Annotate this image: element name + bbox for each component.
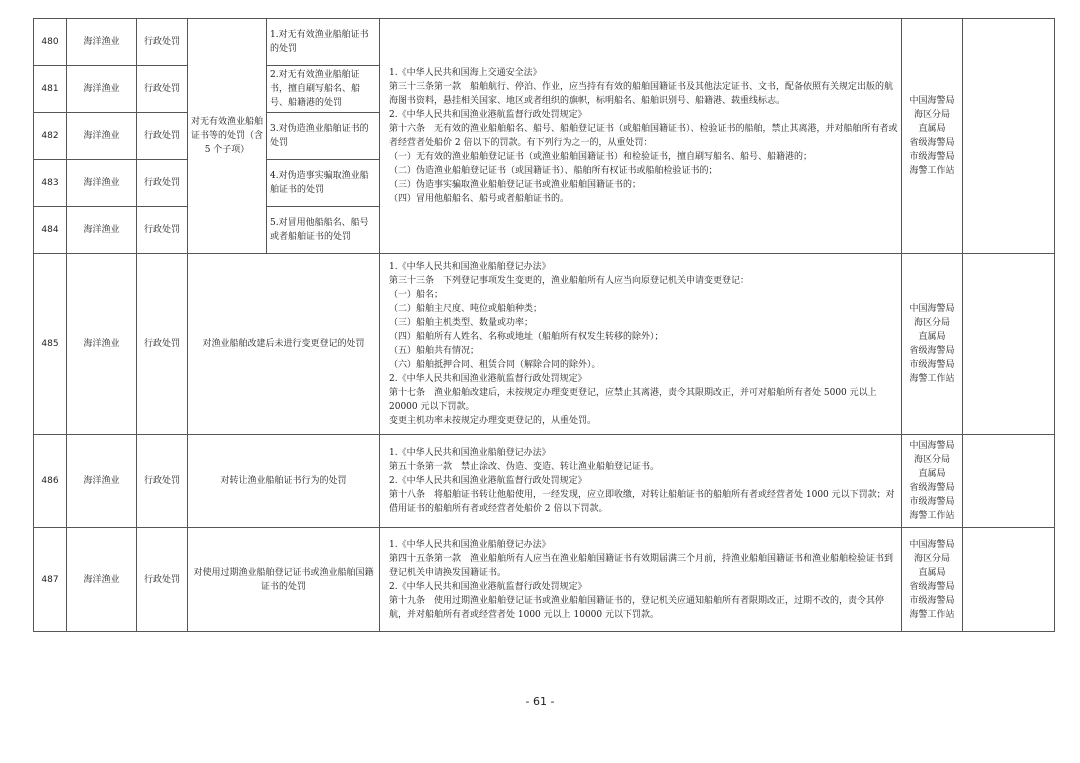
org-line: 中国海警局: [909, 96, 955, 106]
basis-line: 第十七条 渔业船舶改建后，未按规定办理变更登记，应禁止其离港，责令其限期改正，并可对船舶所有者处 5000 元以上 20000 元以下罚款。: [389, 388, 877, 412]
enforcement-org-cell: [902, 19, 963, 254]
basis-line: （二）船舶主尺度、吨位或船舶种类；: [389, 304, 543, 314]
enforcement-org-cell: [902, 435, 963, 528]
org-line: 海区分局: [913, 110, 950, 120]
org-line: 海区分局: [913, 455, 950, 465]
penalty-type-cell: 行政处罚: [137, 66, 188, 113]
basis-line: （四）冒用他船船名、船号或者船舶证书的。: [389, 194, 570, 204]
basis-line: 2.《中华人民共和国渔业港航监督行政处罚规定》: [389, 581, 587, 592]
sub-item-cell: 3.对伪造渔业船舶证书的处罚: [267, 113, 380, 160]
basis-line: （六）船舶抵押合同、租赁合同（解除合同的除外）。: [389, 360, 601, 370]
row-number: 483: [34, 160, 67, 207]
org-line: 海警工作站: [909, 374, 955, 384]
table-row: [34, 528, 1055, 632]
basis-line: 1.《中华人民共和国海上交通安全法》: [389, 68, 542, 78]
sub-item-cell: 2.对无有效渔业船舶证书，擅自刷写船名、船号、船籍港的处罚: [267, 66, 380, 113]
page-number: - 61 -: [525, 695, 555, 708]
basis-line: 2.《中华人民共和国渔业港航监督行政处罚规定》: [389, 110, 587, 120]
org-line: 海区分局: [913, 318, 950, 328]
org-line: 市级海警局: [909, 497, 955, 507]
row-number: 481: [34, 66, 67, 113]
basis-line: 第四十五条第一款 渔业船舶所有人应当在渔业船舶国籍证书有效期届满三个月前，持渔业船舶国籍证书和渔业船舶检验证书到登记机关申请换发国籍证书。: [389, 553, 894, 578]
penalty-type-cell: 行政处罚: [137, 19, 188, 66]
basis-line: 1.《中华人民共和国渔业船舶登记办法》: [389, 262, 551, 272]
org-line: 市级海警局: [909, 152, 955, 162]
field-cell: 海洋渔业: [67, 435, 137, 528]
penalty-type-cell: 行政处罚: [137, 113, 188, 160]
basis-line: （五）船舶共有情况；: [389, 346, 480, 356]
legal-basis-cell: [380, 435, 902, 528]
item-name-cell: 对渔业船舶改建后未进行变更登记的处罚: [188, 254, 380, 435]
basis-line: （二）伪造渔业船舶登记证书（或国籍证书）、船舶所有权证书或船舶检验证书的；: [389, 166, 718, 176]
blank-cell: [963, 528, 1055, 632]
row-number: 482: [34, 113, 67, 160]
org-line: 海警工作站: [909, 511, 955, 521]
item-name-cell: 对转让渔业船舶证书行为的处罚: [188, 435, 380, 528]
org-line: 直属局: [918, 332, 946, 342]
row-number: 486: [34, 435, 67, 528]
legal-basis-cell: [380, 528, 902, 632]
org-line: 省级海警局: [909, 138, 955, 148]
sub-item-cell: 1.对无有效渔业船舶证书的处罚: [267, 19, 380, 66]
basis-line: （一）无有效的渔业船舶登记证书（或渔业船舶国籍证书）和检验证书，擅自刷写船名、船号、船籍港的；: [389, 152, 813, 162]
basis-line: （一）船名；: [389, 290, 444, 300]
basis-line: 第十八条 将船舶证书转让他船使用，一经发现，应立即收缴，对转让船舶证书的船舶所有者或经营者处 1000 元以下罚款；对借用证书的船舶所有者或经营者处船价 2 倍以下罚款。: [389, 490, 895, 514]
org-line: 中国海警局: [909, 441, 955, 451]
basis-line: 第三十三条 下列登记事项发生变更的，渔业船舶所有人应当向原登记机关申请变更登记：: [389, 276, 750, 286]
basis-line: 第三十三条第一款 船舶航行、停泊、作业，应当持有有效的船舶国籍证书及其他法定证书、文书，配备依照有关规定出版的航海图书资料，悬挂相关国家、地区或者组织的旗帜，标明船名、船舶识别号、船籍港、载重线标志。: [389, 82, 894, 106]
penalty-type-cell: 行政处罚: [137, 435, 188, 528]
table-row: [34, 435, 1055, 528]
org-line: 省级海警局: [909, 581, 955, 592]
field-cell: 海洋渔业: [67, 207, 137, 254]
blank-cell: [963, 435, 1055, 528]
sub-item-cell: 4.对伪造事实骗取渔业船舶证书的处罚: [267, 160, 380, 207]
basis-line: 2.《中华人民共和国渔业港航监督行政处罚规定》: [389, 374, 587, 384]
table-row: [34, 254, 1055, 435]
org-line: 海警工作站: [909, 166, 955, 176]
field-cell: 海洋渔业: [67, 160, 137, 207]
basis-line: （四）船舶所有人姓名、名称或地址（船舶所有权发生转移的除外）；: [389, 332, 664, 342]
blank-cell: [963, 254, 1055, 435]
item-name-cell: 对无有效渔业船舶证书等的处罚（含 5 个子项）: [188, 19, 267, 254]
org-line: 省级海警局: [909, 346, 955, 356]
enforcement-org-cell: [902, 254, 963, 435]
field-cell: 海洋渔业: [67, 19, 137, 66]
field-cell: 海洋渔业: [67, 528, 137, 632]
enforcement-org-cell: [902, 528, 963, 632]
basis-line: 第十六条 无有效的渔业船舶船名、船号、船舶登记证书（或船舶国籍证书）、检验证书的船舶，禁止其离港，并对船舶所有者或者经营者处船价 2 倍以下的罚款。有下列行为之一的，从重处罚：: [389, 124, 898, 148]
field-cell: 海洋渔业: [67, 113, 137, 160]
org-line: 中国海警局: [909, 304, 955, 314]
basis-line: 2.《中华人民共和国渔业港航监督行政处罚规定》: [389, 476, 587, 486]
penalty-type-cell: 行政处罚: [137, 528, 188, 632]
sub-item-cell: 5.对冒用他船船名、船号或者船舶证书的处罚: [267, 207, 380, 254]
basis-line: 第十九条 使用过期渔业船舶登记证书或渔业船舶国籍证书的，登记机关应通知船舶所有者限期改正，过期不改的，责令其停航，并对船舶所有者或经营者处 1000 元以上 10000 元以下罚款。: [389, 595, 885, 620]
field-cell: 海洋渔业: [67, 254, 137, 435]
row-number: 480: [34, 19, 67, 66]
org-line: 市级海警局: [909, 360, 955, 370]
basis-line: 第五十条第一款 禁止涂改、伪造、变造、转让渔业船舶登记证书。: [389, 462, 660, 472]
org-line: 海区分局: [913, 553, 950, 564]
org-line: 直属局: [918, 567, 946, 578]
penalty-type-cell: 行政处罚: [137, 160, 188, 207]
basis-line: 1.《中华人民共和国渔业船舶登记办法》: [389, 448, 551, 458]
penalty-table: [33, 18, 1055, 632]
basis-line: （三）伪造事实骗取渔业船舶登记证书或渔业船舶国籍证书的；: [389, 180, 642, 190]
blank-cell: [963, 19, 1055, 254]
basis-line: 变更主机功率未按规定办理变更登记的，从重处罚。: [389, 416, 597, 426]
row-number: 487: [34, 528, 67, 632]
basis-line: 1.《中华人民共和国渔业船舶登记办法》: [389, 539, 551, 550]
table-row: [34, 19, 1055, 66]
field-cell: 海洋渔业: [67, 66, 137, 113]
row-number: 485: [34, 254, 67, 435]
org-line: 直属局: [918, 469, 946, 479]
org-line: 省级海警局: [909, 483, 955, 493]
basis-line: （三）船舶主机类型、数量或功率；: [389, 318, 534, 328]
penalty-type-cell: 行政处罚: [137, 207, 188, 254]
org-line: 直属局: [918, 124, 946, 134]
row-number: 484: [34, 207, 67, 254]
penalty-type-cell: 行政处罚: [137, 254, 188, 435]
org-line: 中国海警局: [909, 539, 955, 550]
org-line: 市级海警局: [909, 595, 955, 606]
legal-basis-cell: [380, 254, 902, 435]
legal-basis-cell: [380, 19, 902, 254]
item-name-cell: 对使用过期渔业船舶登记证书或渔业船舶国籍证书的处罚: [188, 528, 380, 632]
org-line: 海警工作站: [909, 609, 955, 620]
